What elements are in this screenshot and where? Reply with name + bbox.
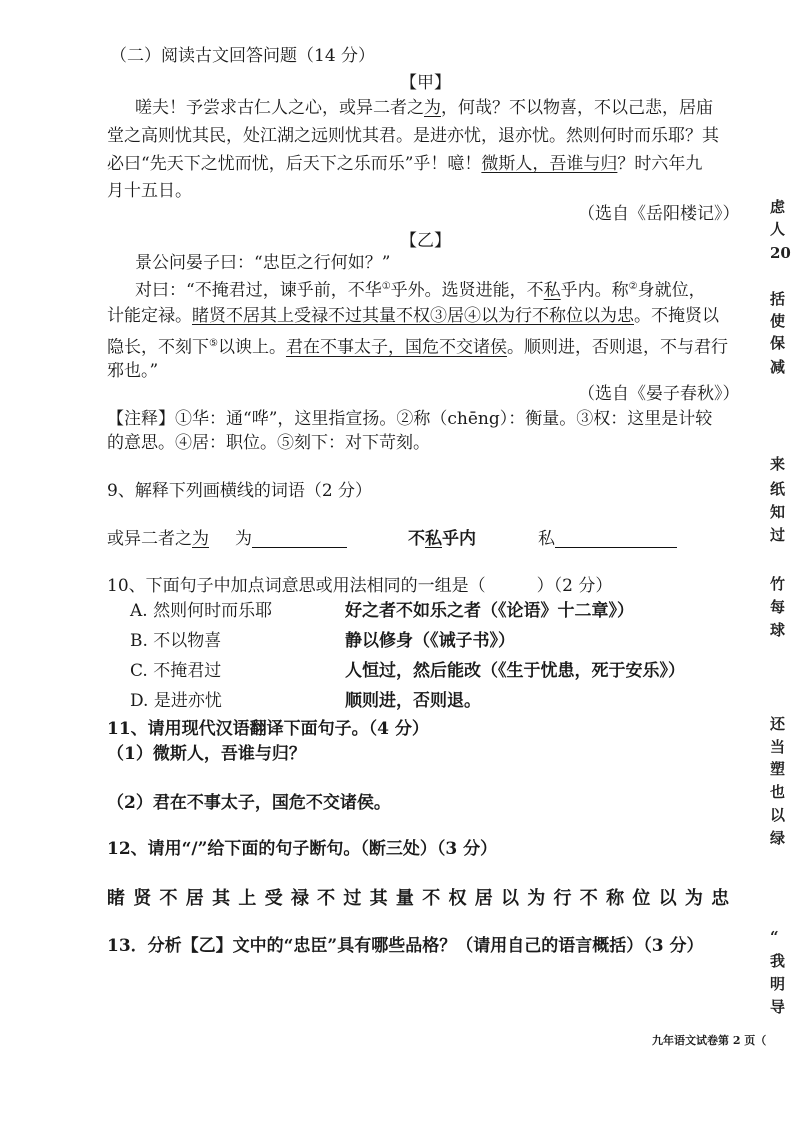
text-segment: 乎内 [442, 529, 476, 549]
side-char: 20 [770, 244, 791, 262]
side-char: 当 [770, 738, 786, 756]
side-char: 竹 [770, 575, 786, 593]
side-char: “ [770, 928, 779, 946]
side-char: 知 [770, 503, 786, 521]
side-char: 括 [770, 290, 786, 308]
side-char: 人 [770, 220, 786, 238]
option-a-right: 好之者不如乐之者（《论语》十二章》） [345, 601, 634, 621]
text-segment: 不 [408, 529, 425, 549]
underlined-word: 私 [425, 529, 442, 549]
question-9-title: 9、解释下列画横线的词语（2 分） [107, 481, 373, 501]
question-12-title: 12、请用“/”给下面的句子断句。（断三处）（3 分） [107, 839, 498, 859]
question-13-title: 13．分析【乙】文中的“忠臣”具有哪些品格？（请用自己的语言概括）（3 分） [107, 936, 704, 956]
footnote-mark: ① [381, 281, 391, 292]
side-char: 塑 [770, 760, 786, 778]
text-segment: 。不掩贤以 [634, 306, 719, 326]
question-11-sub-1: （1）微斯人，吾谁与归？ [107, 744, 306, 764]
option-b-right: 静以修身（《诫子书》） [345, 631, 515, 651]
side-char: 以 [770, 806, 786, 824]
underlined-word: 私 [543, 280, 561, 301]
text-segment: ？时六年九 [617, 154, 703, 174]
passage-jia-line: 月十五日。 [107, 181, 192, 201]
passage-yi-line: 景公问晏子曰：“忠臣之行何如？” [135, 253, 391, 273]
side-char: 球 [770, 621, 786, 639]
option-a-left: A. 然则何时而乐耶 [130, 601, 273, 621]
side-char: 使 [770, 312, 786, 330]
passage-yi-source: （选自《晏子春秋》） [578, 384, 740, 404]
side-char: 虑 [770, 198, 786, 216]
text-segment: 或异二者之 [107, 529, 192, 549]
side-char: 也 [770, 783, 786, 801]
side-char: 还 [770, 715, 786, 733]
text-segment: 身就位， [637, 280, 706, 301]
text-segment: 。顺则进，否则退，不与君行 [506, 337, 728, 358]
passage-yi-line [107, 305, 719, 327]
side-char: 过 [770, 526, 786, 544]
passage-jia-heading: 【甲】 [400, 73, 451, 93]
passage-yi-line [107, 333, 728, 359]
underlined-phrase: 睹贤不居其上受禄不过其量不权③居④以为行不称位以为忠 [192, 306, 634, 326]
passage-jia-source: （选自《岳阳楼记》） [578, 204, 740, 224]
passage-jia-line: 堂之高则忧其民，处江湖之远则忧其君。是进亦忧，退亦忧。然则何时而乐耶？其 [107, 126, 719, 146]
side-char: 每 [770, 598, 786, 616]
option-c-left: C. 不掩君过 [130, 661, 222, 681]
underlined-word: 为 [424, 98, 441, 118]
option-d-left: D. 是进亦忧 [130, 691, 222, 711]
option-d-right: 顺则进，否则退。 [345, 691, 481, 711]
answer-blank-1[interactable] [252, 527, 347, 548]
underlined-phrase: 微斯人，吾谁与归 [481, 154, 618, 174]
text-segment: ，何哉？不以物喜，不以己悲，居庙 [441, 98, 713, 118]
page-footer: 九年语文试卷第 2 页（ [652, 1034, 767, 1047]
text-segment: 乎外。选贤进能，不 [390, 280, 544, 301]
side-char: 绿 [770, 829, 786, 847]
passage-yi-heading: 【乙】 [400, 231, 451, 251]
underlined-word: 为 [192, 529, 209, 549]
side-char: 明 [770, 975, 786, 993]
question-9-item-1 [107, 528, 209, 550]
text-segment: 隐长，不刻下 [107, 337, 209, 358]
question-9-item-2 [408, 528, 476, 550]
text-segment: 必曰“先天下之忧而忧，后天下之乐而乐”乎！噫！ [107, 154, 482, 174]
footnote-mark: ② [628, 281, 638, 292]
text-segment: 嗟夫！予尝求古仁人之心，或异二者之 [135, 98, 424, 118]
passage-jia-line [107, 153, 702, 175]
question-9-word-1: 为 [235, 529, 252, 549]
notes-line: 【注释】①华：通“哗”，这里指宣扬。②称（chēng）：衡量。③权：这里是计较 [107, 409, 713, 429]
side-char: 来 [770, 455, 786, 473]
side-char: 纸 [770, 480, 786, 498]
side-char: 减 [770, 358, 786, 376]
question-9-word-2: 私 [538, 529, 555, 549]
side-char: 导 [770, 998, 786, 1016]
question-11-sub-2: （2）君在不事太子，国危不交诸侯。 [107, 793, 391, 813]
answer-blank-2[interactable] [555, 527, 677, 548]
adjacent-page-edge [760, 0, 794, 1123]
section-title: （二）阅读古文回答问题（14 分） [110, 46, 376, 66]
option-b-left: B. 不以物喜 [130, 631, 222, 651]
side-char: 保 [770, 334, 786, 352]
underlined-phrase: 君在不事太子，国危不交诸侯 [285, 337, 507, 358]
passage-jia-line [135, 97, 713, 119]
question-11-title: 11、请用现代汉语翻译下面句子。（4 分） [107, 719, 429, 739]
text-segment: 对曰：“不掩君过，谏乎前，不华 [135, 280, 382, 301]
text-segment: 乎内。称 [560, 280, 629, 301]
text-segment: 计能定禄。 [107, 306, 192, 326]
footnote-mark: ⑤ [209, 338, 218, 349]
option-c-right: 人恒过，然后能改（《生于忧患，死于安乐》） [345, 661, 685, 681]
question-12-sentence: 睹 贤 不 居 其 上 受 禄 不 过 其 量 不 权 居 以 为 行 不 称 位 以 为 忠 [107, 888, 731, 909]
side-char: 我 [770, 952, 786, 970]
notes-line: 的意思。④居：职位。⑤刻下：对下苛刻。 [107, 433, 430, 453]
passage-yi-line: 邪也。” [107, 361, 159, 381]
question-10-title: 10、下面句子中加点词意思或用法相同的一组是（ ）（2 分） [107, 576, 613, 596]
passage-yi-line [135, 276, 706, 302]
text-segment: 以谀上。 [217, 337, 286, 358]
